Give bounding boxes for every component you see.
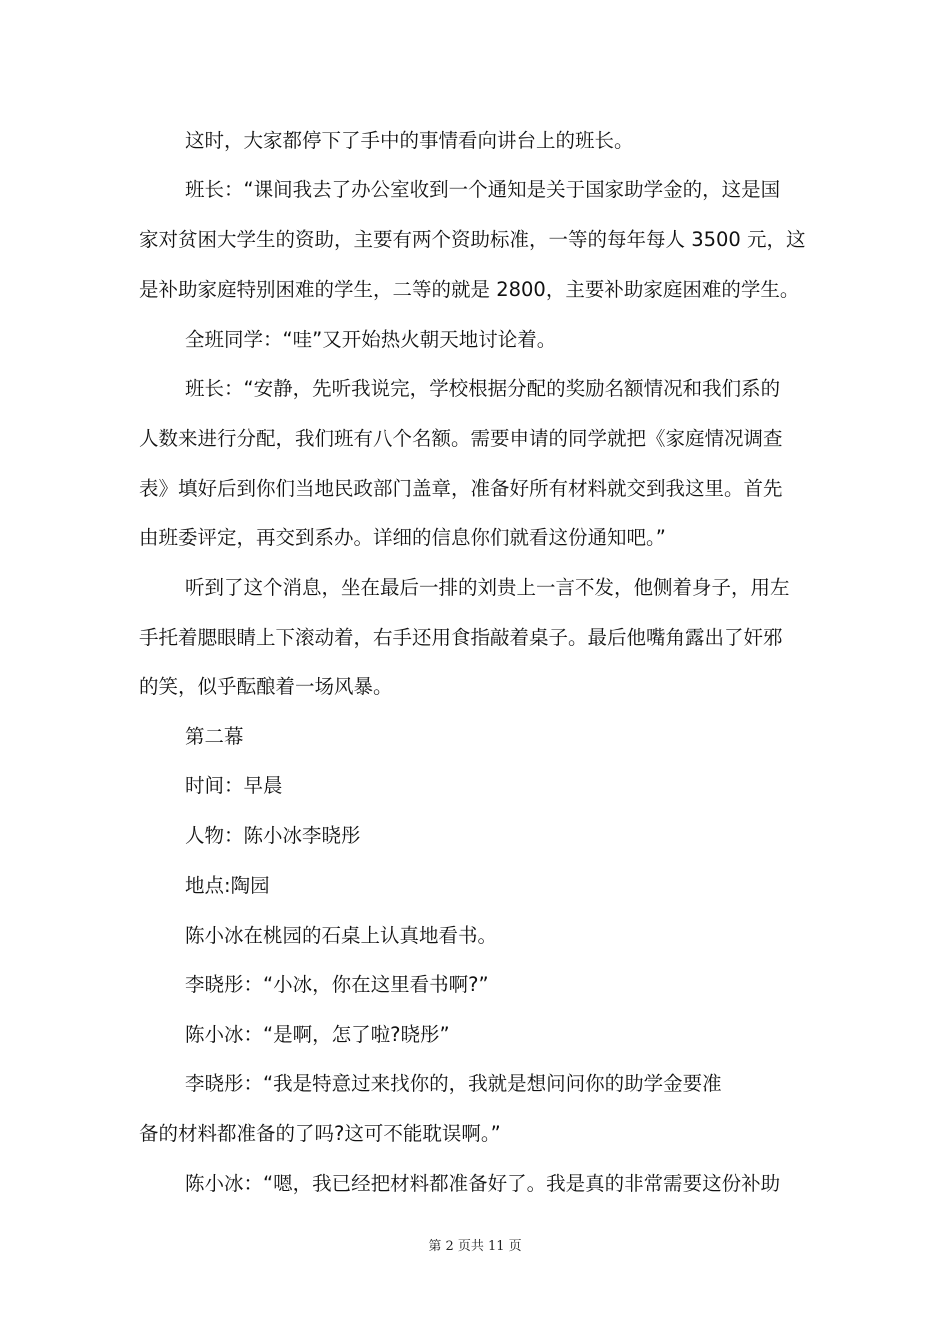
text-line: 全班同学：“哇”又开始热火朝天地讨论着。 [185,328,557,351]
text-line: 地点:陶园 [185,874,270,897]
text-line: 班长：“课间我去了办公室收到一个通知是关于国家助学金的，这是国 [185,178,781,201]
text-line: 家对贫困大学生的资助，主要有两个资助标准，一等的每年每人 3500 元，这 [139,228,806,251]
text-line: 时间：早晨 [185,774,283,797]
text-line: 陈小冰：“是啊，怎了啦?晓彤” [185,1023,450,1046]
text-line: 手托着腮眼睛上下滚动着，右手还用食指敲着桌子。最后他嘴角露出了奸邪 [139,626,783,649]
text-line: 人数来进行分配，我们班有八个名额。需要申请的同学就把《家庭情况调查 [139,427,783,450]
text-line: 的笑，似乎酝酿着一场风暴。 [139,675,393,698]
text-line: 第二幕 [185,725,244,748]
text-line: 班长：“安静，先听我说完，学校根据分配的奖励名额情况和我们系的 [185,377,781,400]
text-line: 李晓彤：“小冰，你在这里看书啊?” [185,973,489,996]
text-line: 表》填好后到你们当地民政部门盖章，准备好所有材料就交到我这里。首先 [139,477,783,500]
text-line: 陈小冰在桃园的石桌上认真地看书。 [185,924,498,947]
text-line: 备的材料都准备的了吗?这可不能耽误啊。” [139,1122,501,1145]
text-line: 是补助家庭特别困难的学生，二等的就是 2800，主要补助家庭困难的学生。 [139,278,800,301]
text-line: 人物：陈小冰李晓彤 [185,824,361,847]
text-line: 陈小冰：“嗯，我已经把材料都准备好了。我是真的非常需要这份补助 [185,1172,781,1195]
text-line: 李晓彤：“我是特意过来找你的，我就是想问问你的助学金要准 [185,1072,722,1095]
page-number-footer: 第 2 页共 11 页 [428,1239,522,1254]
text-line: 听到了这个消息，坐在最后一排的刘贵上一言不发，他侧着身子，用左 [185,576,790,599]
text-line: 这时，大家都停下了手中的事情看向讲台上的班长。 [185,129,634,152]
text-line: 由班委评定，再交到系办。详细的信息你们就看这份通知吧。” [139,526,666,549]
